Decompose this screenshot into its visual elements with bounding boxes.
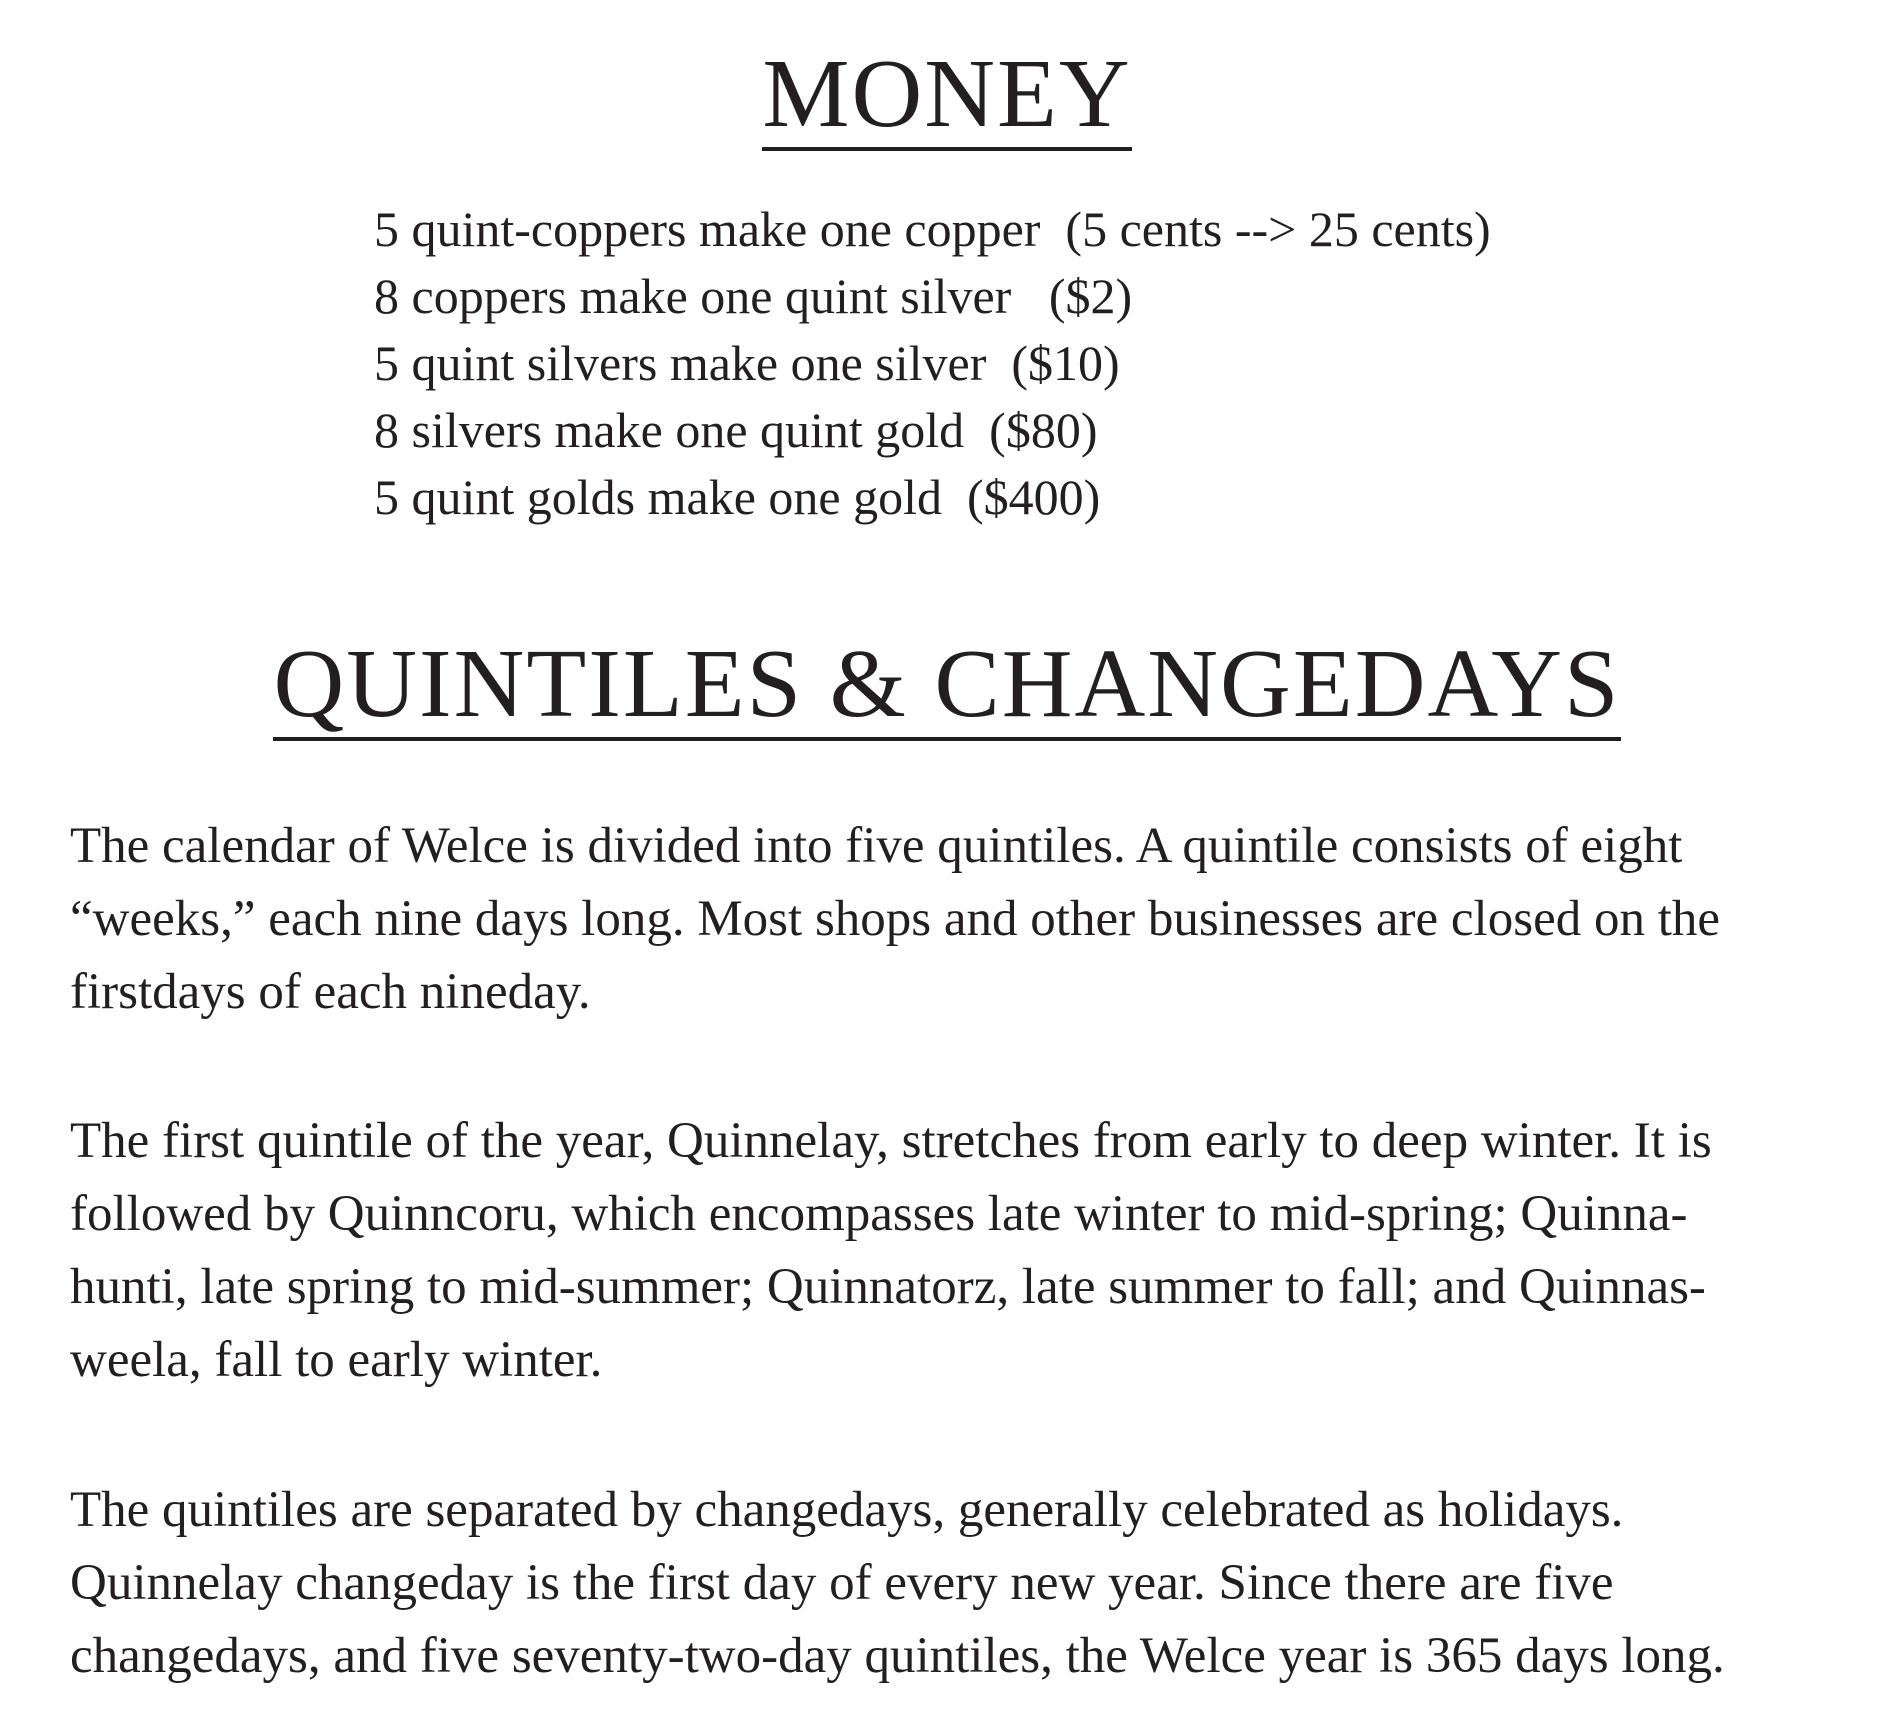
- paragraph-line: firstdays of each nineday.: [70, 964, 591, 1020]
- changedays-paragraph: [70, 1474, 1870, 1693]
- paragraph-line: Quinnelay changeday is the first day of every new year. Since there are five: [70, 1555, 1614, 1611]
- paragraph-line: weela, fall to early winter.: [70, 1332, 603, 1388]
- paragraph-line: The quintiles are separated by changedays, generally celebrated as holidays.: [70, 1482, 1624, 1538]
- paragraph-line: The calendar of Welce is divided into five quintiles. A quintile consists of eight: [70, 818, 1683, 874]
- money-conversion-item: 8 coppers make one quint silver ($2): [374, 268, 1133, 324]
- money-conversion-item: 5 quint-coppers make one copper (5 cents --> 25 cents): [374, 201, 1491, 257]
- money-conversion-item: 5 quint golds make one gold ($400): [374, 469, 1101, 525]
- paragraph-line: hunti, late spring to mid-summer; Quinnatorz, late summer to fall; and Quinnas-: [70, 1259, 1706, 1315]
- quintiles-heading-text: QUINTILES & CHANGEDAYS: [273, 635, 1620, 741]
- money-heading-text: MONEY: [762, 45, 1131, 151]
- quintile-names-paragraph: [70, 1105, 1870, 1397]
- money-conversion-list: [374, 196, 1491, 531]
- quintiles-heading: [0, 628, 1894, 741]
- paragraph-line: followed by Quinncoru, which encompasses late winter to mid-spring; Quinna-: [70, 1186, 1688, 1242]
- money-conversion-item: 8 silvers make one quint gold ($80): [374, 402, 1098, 458]
- paragraph-line: The first quintile of the year, Quinnelay, stretches from early to deep winter. It is: [70, 1113, 1712, 1169]
- money-conversion-item: 5 quint silvers make one silver ($10): [374, 335, 1120, 391]
- paragraph-line: “weeks,” each nine days long. Most shops and other businesses are closed on the: [70, 891, 1721, 947]
- calendar-paragraph: [70, 810, 1870, 1029]
- paragraph-line: changedays, and five seventy-two-day quintiles, the Welce year is 365 days long.: [70, 1628, 1725, 1684]
- money-heading: [0, 38, 1894, 151]
